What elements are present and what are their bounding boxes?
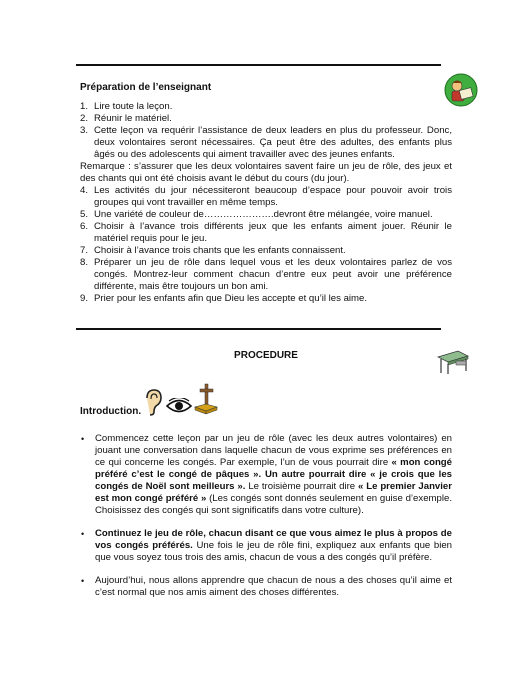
procedure-bullets (80, 433, 452, 610)
list-item: 2. Réunir le matériel. (80, 113, 172, 124)
list-item: 7. Choisir à l’avance trois chants que les enfants connaissent. (80, 245, 346, 256)
list-item: • Aujourd’hui, nous allons apprendre que chacun de nous a des choses qu’il aime et c’est normal que nos amis aiment des choses différentes. (81, 575, 452, 598)
list-item: • Commencez cette leçon par un jeu de rôle (avec les deux autres volontaires) en jouant une conversation dans laquelle chacun de vous exprime ses préférences en ce qui concerne les congés. Par exemple, l’un de vous pourrait dire « mon congé préféré c’est le congé de pâques ». Un autre pourrait dire « je crois que les congés de Noël sont meilleurs ». Le troisième pourrait dire « Le premier Janvier est mon congé préféré » (Les congés sont donnés seulement en guise d’exemple. Choisissez des congés qui sont significatifs dans votre culture). (81, 433, 453, 516)
list-item: 4. Les activités du jour nécessiteront beaucoup d’espace pour pouvoir avoir trois groupes qui vont travailler en même temps. (80, 185, 452, 208)
list-item: 6. Choisir à l’avance trois différents jeux que les enfants aiment jouer. Réunir le matériel requis pour le jeu. (80, 221, 452, 244)
introduction-label: Introduction. (80, 406, 142, 417)
eye-icon (166, 398, 192, 414)
prep-list (80, 101, 452, 305)
top-rule (76, 64, 441, 66)
ear-icon (143, 388, 163, 416)
list-item: 9. Prier pour les enfants afin que Dieu les accepte et qu’il les aime. (80, 293, 368, 304)
list-item: • Continuez le jeu de rôle, chacun disant ce que vous aimez le plus à propos de vos congés préférés. Une fois le jeu de rôle fini, expliquez aux enfants que bien que vous soyez tous trois des amis, chacun de vous a des congés qu’il préfère. (81, 528, 452, 563)
school-desk-icon (436, 347, 470, 375)
list-item: 8. Préparer un jeu de rôle dans lequel vous et les deux volontaires parlez de vos congés. Montrez-leur comment chacun d’entre eux peut avoir une préférence différente, mais être toujours un bon ami. (80, 257, 452, 292)
list-item: 5. Une variété de couleur de………………….devront être mélangée, voire manuel. (80, 209, 433, 220)
cross-bible-icon (193, 383, 219, 415)
section-rule (76, 328, 441, 330)
list-item: 1. Lire toute la leçon. (80, 101, 173, 112)
procedure-title: PROCEDURE (234, 350, 298, 361)
prep-remark: Remarque : s’assurer que les deux volontaires savent faire un jeu de rôle, des jeux et des chants qui ont été choisis avant le début du cours (du jour). (80, 161, 452, 184)
list-item: 3. Cette leçon va requérir l’assistance de deux leaders en plus du professeur. Donc, deux volontaires seront nécessaires. Ça peut être des adultes, des enfants plus âgés ou des adolescents qui aiment travailler avec des jeunes enfants. (80, 125, 452, 160)
prep-title: Préparation de l’enseignant (80, 82, 212, 93)
